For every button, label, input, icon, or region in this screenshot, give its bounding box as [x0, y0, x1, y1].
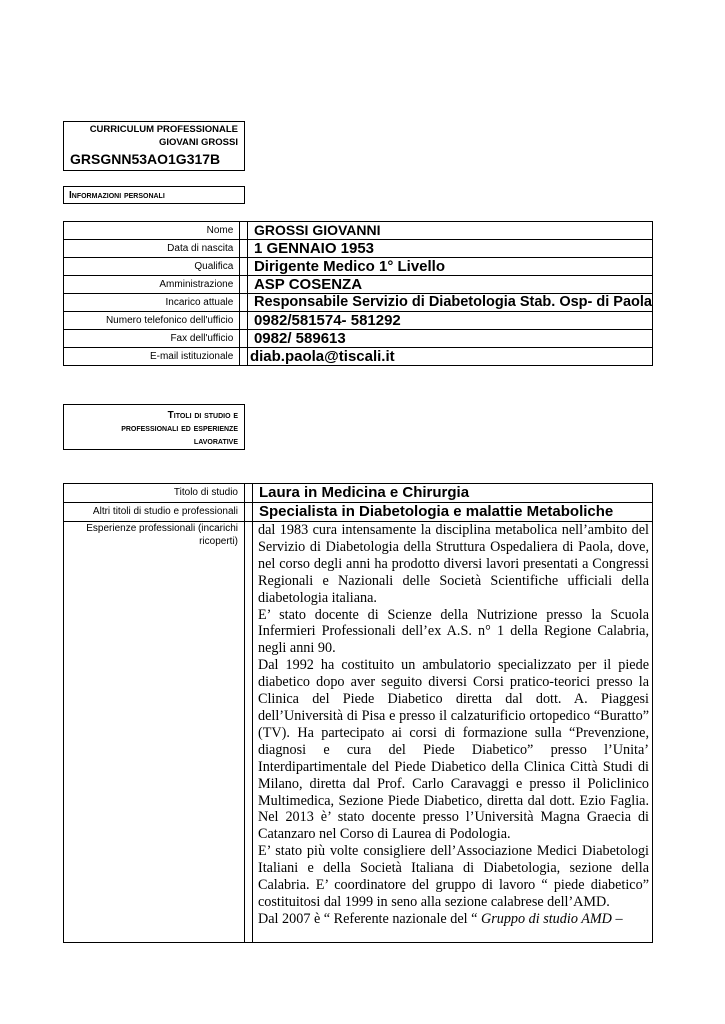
field-label: Esperienze professionali (incarichi ricoperti) [64, 522, 245, 943]
studies-table [63, 483, 653, 943]
field-value: Specialista in Diabetologia e malattie Metaboliche [253, 503, 653, 522]
field-label: Numero telefonico dell'ufficio [64, 312, 240, 330]
table-row [64, 222, 653, 240]
table-row [64, 294, 653, 312]
field-value: Dirigente Medico 1° Livello [247, 258, 652, 276]
table-row [64, 240, 653, 258]
table-row [64, 258, 653, 276]
cv-person-name: GIOVANI GROSSI [158, 137, 238, 148]
personal-info-table [63, 221, 653, 366]
personal-info-section-title: Informazioni personali [63, 186, 245, 204]
field-value: GROSSI GIOVANNI [247, 222, 652, 240]
cv-title: CURRICULUM PROFESSIONALE [89, 124, 238, 135]
paragraph: Dal 1992 ha costituito un ambulatorio specializzato per il piede diabetico dopo aver seguito diversi Corsi pratico-teorici presso la Clinica del Piede Diabetico diretta dal dott. A. Piaggesi dell’Università di Pisa e presso il calzaturificio ortopedico “Buratto” (TV). Ha partecipato ai corsi di formazione sulla “Prevenzione, diagnosi e cura del Piede Diabetico” presso l’Unita’ Interdipartimentale del Piede Diabetico della Clinica Città Studi di Milano, diretta dal Prof. Carlo Caravaggi e presso il Policlinico Multimedica, Sezione Piede Diabetico, diretta dal dott. Ezio Faglia. Nel 2013 è’ stato docente presso l’Università Magna Graecia di Catanzaro nel Corso di Laurea di Podologia. [258, 657, 649, 843]
cv-header-box [63, 121, 245, 171]
paragraph: dal 1983 cura intensamente la disciplina metabolica nell’ambito del Servizio di Diabetologia della Struttura Ospedaliera di Paola, dove, nel corso degli anni ha prodotto diversi lavori presentati a Congressi Regionali e Nazionali delle Società Scientifiche ufficiali della diabetologia italiana. [258, 522, 649, 606]
table-row [64, 312, 653, 330]
table-row [64, 348, 653, 366]
experience-text [253, 522, 653, 943]
field-value: Laura in Medicina e Chirurgia [253, 484, 653, 503]
field-label: Nome [64, 222, 240, 240]
field-label: Amministrazione [64, 276, 240, 294]
titles-section-title: Titoli di studio e professionali ed esperienze lavorative [63, 404, 245, 450]
field-label: Data di nascita [64, 240, 240, 258]
field-value: 0982/ 589613 [247, 330, 652, 348]
paragraph-last: Dal 2007 è “ Referente nazionale del “ Gruppo di studio AMD – [258, 910, 623, 927]
table-row [64, 276, 653, 294]
field-value: diab.paola@tiscali.it [247, 348, 652, 366]
fiscal-code: GRSGNN53AO1G317B [70, 151, 221, 167]
paragraph: E’ stato più volte consigliere dell’Associazione Medici Diabetologi Italiani e della Società Italiana di Diabetologia, sezione della Calabria. E’ coordinatore del gruppo di lavoro “ piede diabetico” costituitosi dal 1999 in seno alla sezione calabrese dell’AMD. [258, 843, 649, 910]
field-label: Fax dell'ufficio [64, 330, 240, 348]
field-value: 0982/581574- 581292 [247, 312, 652, 330]
table-row [64, 522, 653, 943]
table-row [64, 484, 653, 503]
field-value: Responsabile Servizio di Diabetologia Stab. Osp- di Paola [247, 294, 652, 312]
field-label: E-mail istituzionale [64, 348, 240, 366]
field-label: Altri titoli di studio e professionali [64, 503, 245, 522]
field-label: Incarico attuale [64, 294, 240, 312]
paragraph: E’ stato docente di Scienze della Nutrizione presso la Scuola Infermieri Professionali dell’ex A.S. n° 1 della Regione Calabria, negli anni 90. [258, 606, 649, 657]
field-value: 1 GENNAIO 1953 [247, 240, 652, 258]
field-label: Titolo di studio [64, 484, 245, 503]
table-row [64, 330, 653, 348]
table-row [64, 503, 653, 522]
field-label: Qualifica [64, 258, 240, 276]
field-value: ASP COSENZA [247, 276, 652, 294]
